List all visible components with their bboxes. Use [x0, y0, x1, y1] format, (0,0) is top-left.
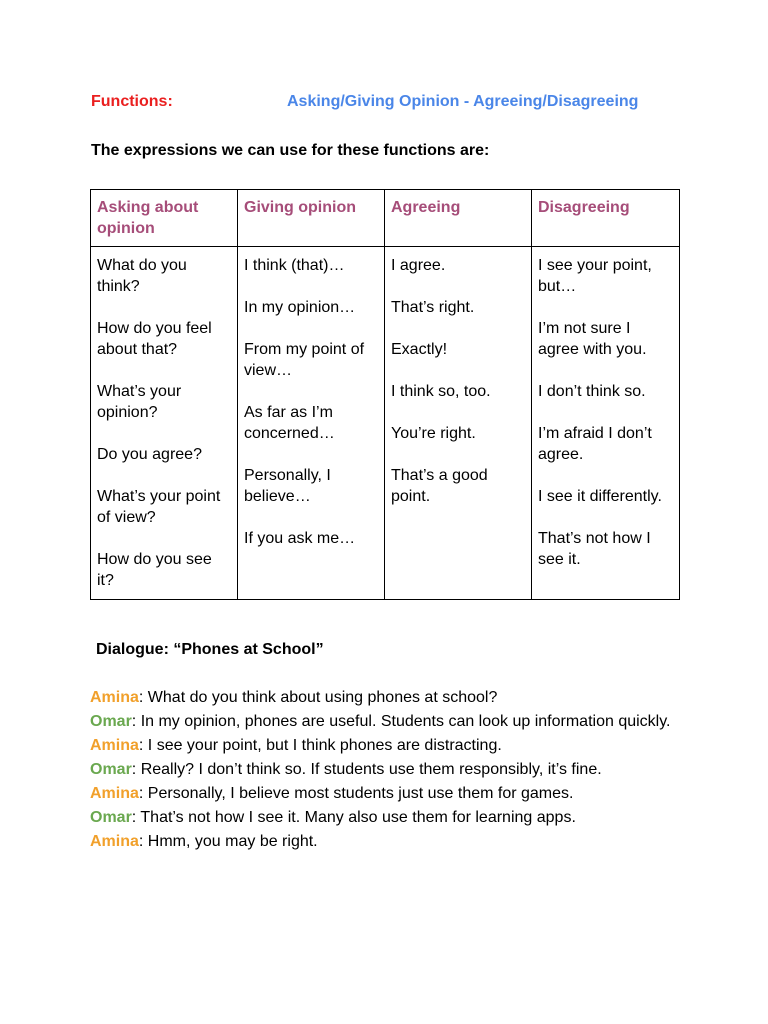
speaker-name: Amina	[90, 833, 139, 850]
phrase: In my opinion…	[244, 299, 356, 316]
dialogue-text: : Personally, I believe most students just use them for games.	[138, 785, 574, 802]
speaker-name: Amina	[90, 689, 139, 706]
column-agreeing	[385, 247, 532, 600]
phrase: That’s a good point.	[391, 467, 488, 505]
speaker-name: Omar	[90, 809, 132, 826]
phrase: What’s your opinion?	[97, 383, 182, 421]
phrase: I’m afraid I don’t agree.	[538, 425, 652, 463]
header-asking-opinion: Asking about opinion	[91, 190, 238, 247]
functions-topic: Asking/Giving Opinion - Agreeing/Disagreeing	[287, 93, 639, 110]
phrase: As far as I’m concerned…	[244, 404, 335, 442]
dialogue-title: Dialogue: “Phones at School”	[96, 641, 324, 658]
phrase: I see your point, but…	[538, 257, 652, 295]
column-asking-opinion	[91, 247, 238, 600]
dialogue-text: : What do you think about using phones at school?	[138, 689, 498, 706]
phrase: I see it differently.	[538, 488, 662, 505]
dialogue-text: : In my opinion, phones are useful. Students can look up information quickly.	[131, 713, 671, 730]
table-row	[91, 247, 680, 600]
dialogue-text: : Hmm, you may be right.	[138, 833, 318, 850]
dialogue-line	[90, 830, 680, 854]
phrase: Exactly!	[391, 341, 448, 358]
speaker-name: Omar	[90, 713, 132, 730]
functions-label: Functions:	[91, 93, 173, 110]
speaker-name: Amina	[90, 737, 139, 754]
intro-text: The expressions we can use for these functions are:	[91, 142, 490, 159]
phrase: What’s your point of view?	[97, 488, 221, 526]
phrase: You’re right.	[391, 425, 476, 442]
dialogue	[90, 686, 680, 854]
speaker-name: Omar	[90, 761, 132, 778]
dialogue-text: : I see your point, but I think phones are distracting.	[138, 737, 502, 754]
functions-heading	[91, 93, 711, 115]
dialogue-line	[90, 710, 680, 734]
phrase: How do you feel about that?	[97, 320, 212, 358]
column-giving-opinion	[238, 247, 385, 600]
dialogue-line	[90, 686, 680, 710]
phrase: That’s not how I see it.	[538, 530, 651, 568]
phrase: I think so, too.	[391, 383, 491, 400]
column-disagreeing	[532, 247, 680, 600]
phrase: Do you agree?	[97, 446, 202, 463]
dialogue-line	[90, 806, 680, 830]
phrase: What do you think?	[97, 257, 187, 295]
phrase: I’m not sure I agree with you.	[538, 320, 647, 358]
header-agreeing: Agreeing	[385, 190, 532, 247]
header-disagreeing: Disagreeing	[532, 190, 680, 247]
phrase: From my point of view…	[244, 341, 365, 379]
table-header-row	[91, 190, 680, 247]
phrase: How do you see it?	[97, 551, 212, 589]
phrase: I agree.	[391, 257, 446, 274]
dialogue-text: : Really? I don’t think so. If students use them responsibly, it’s fine.	[131, 761, 602, 778]
phrase: I think (that)…	[244, 257, 345, 274]
phrase: I don’t think so.	[538, 383, 646, 400]
dialogue-line	[90, 758, 680, 782]
speaker-name: Amina	[90, 785, 139, 802]
phrase: That’s right.	[391, 299, 475, 316]
phrase: Personally, I believe…	[244, 467, 331, 505]
phrase: If you ask me…	[244, 530, 356, 547]
dialogue-line	[90, 734, 680, 758]
dialogue-line	[90, 782, 680, 806]
dialogue-text: : That’s not how I see it. Many also use them for learning apps.	[131, 809, 576, 826]
expressions-table	[90, 189, 680, 600]
header-giving-opinion: Giving opinion	[238, 190, 385, 247]
